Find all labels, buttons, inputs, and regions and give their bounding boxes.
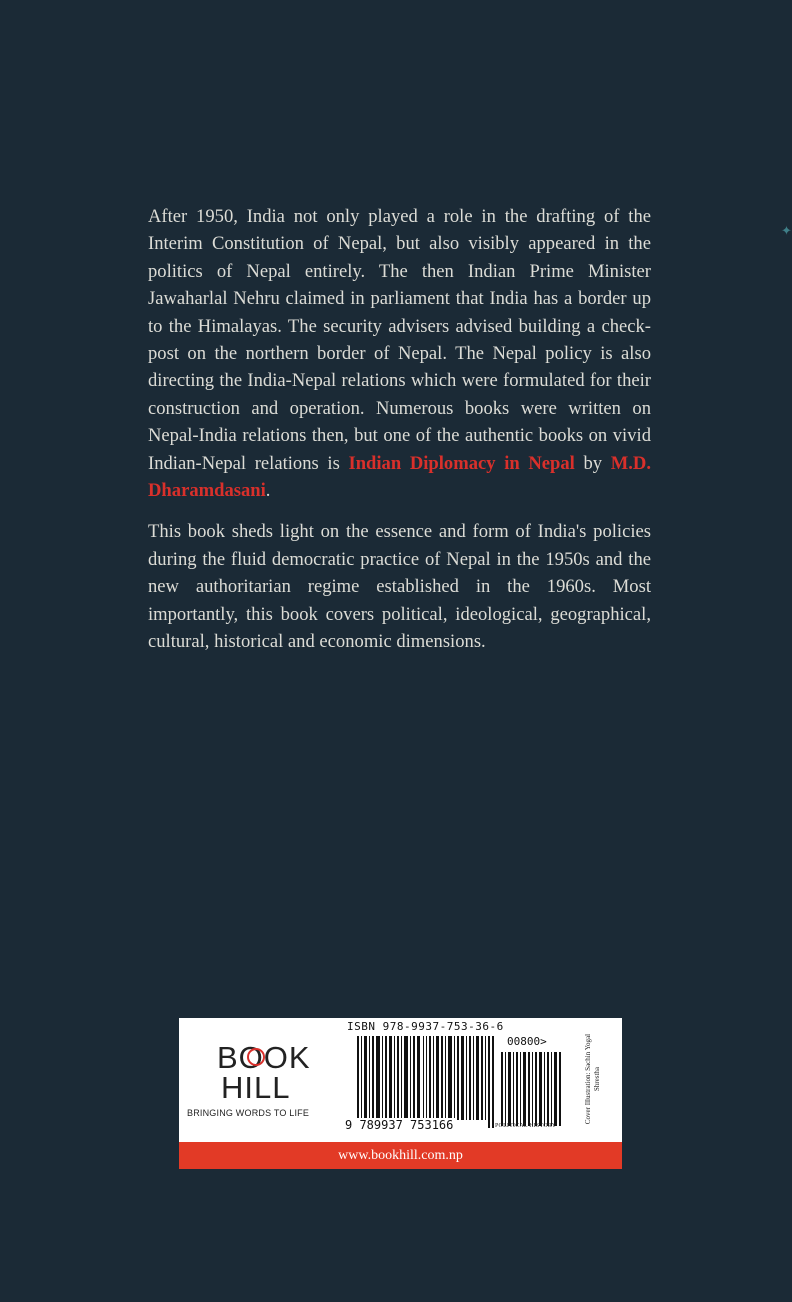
- blurb-paragraph-2: This book sheds light on the essence and form of India's policies during the fluid democratic practice of Nepal in the 1950s and the new authoritarian regime established in the 1960s. Most importantly, this book covers political, ideological, geographical, cultural, historical and economic dimensions.: [148, 521, 651, 653]
- cover-credit-text: Cover Illustration: Sachin Yogal Shrestha: [584, 1033, 601, 1125]
- by-text: by: [574, 452, 611, 474]
- ean-barcode: [357, 1036, 495, 1128]
- publisher-logo: [187, 1042, 337, 1122]
- blurb-paragraph-1: [148, 203, 651, 504]
- logo-ring-icon: [247, 1048, 265, 1066]
- cover-credit: [571, 1030, 615, 1134]
- blurb-text: After 1950, India not only played a role in the drafting of the Interim Constitution of Nepal, but also visibly appeared in the politics of Nepal entirely. The then Indian Prime Minister Jawaharlal Nehru claimed in parliament that India has a border up to the Himalayas. The security advisers advised building a check-post on the northern border of Nepal. The Nepal policy is also directing the India-Nepal relations which were formulated for their construction and operation. Numerous books were written on Nepal-India relations then, but one of the authentic books on vivid Indian-Nepal relations is: [148, 206, 651, 474]
- logo-hill-text: HILL: [221, 1070, 291, 1105]
- book-category: POLITICAL HISTORY: [495, 1123, 557, 1129]
- back-cover-blurb: [148, 203, 651, 670]
- publisher-barcode-panel: [179, 1018, 622, 1169]
- addon-barcode: [501, 1052, 563, 1126]
- isbn-text: ISBN 978-9937-753-36-6: [347, 1020, 504, 1033]
- publisher-url[interactable]: www.bookhill.com.np: [179, 1142, 622, 1169]
- barcode-number: 9 789937 753166: [345, 1118, 454, 1132]
- period: .: [265, 480, 271, 502]
- logo-book-text: BOOK: [217, 1040, 311, 1075]
- publisher-tagline: BRINGING WORDS TO LIFE: [187, 1108, 310, 1118]
- author-name: M.D. Dharamdasani: [148, 452, 651, 502]
- decorative-mark: ✦: [781, 223, 792, 238]
- price-addon: 00800>: [507, 1035, 547, 1048]
- book-title: Indian Diplomacy in Nepal: [348, 452, 575, 474]
